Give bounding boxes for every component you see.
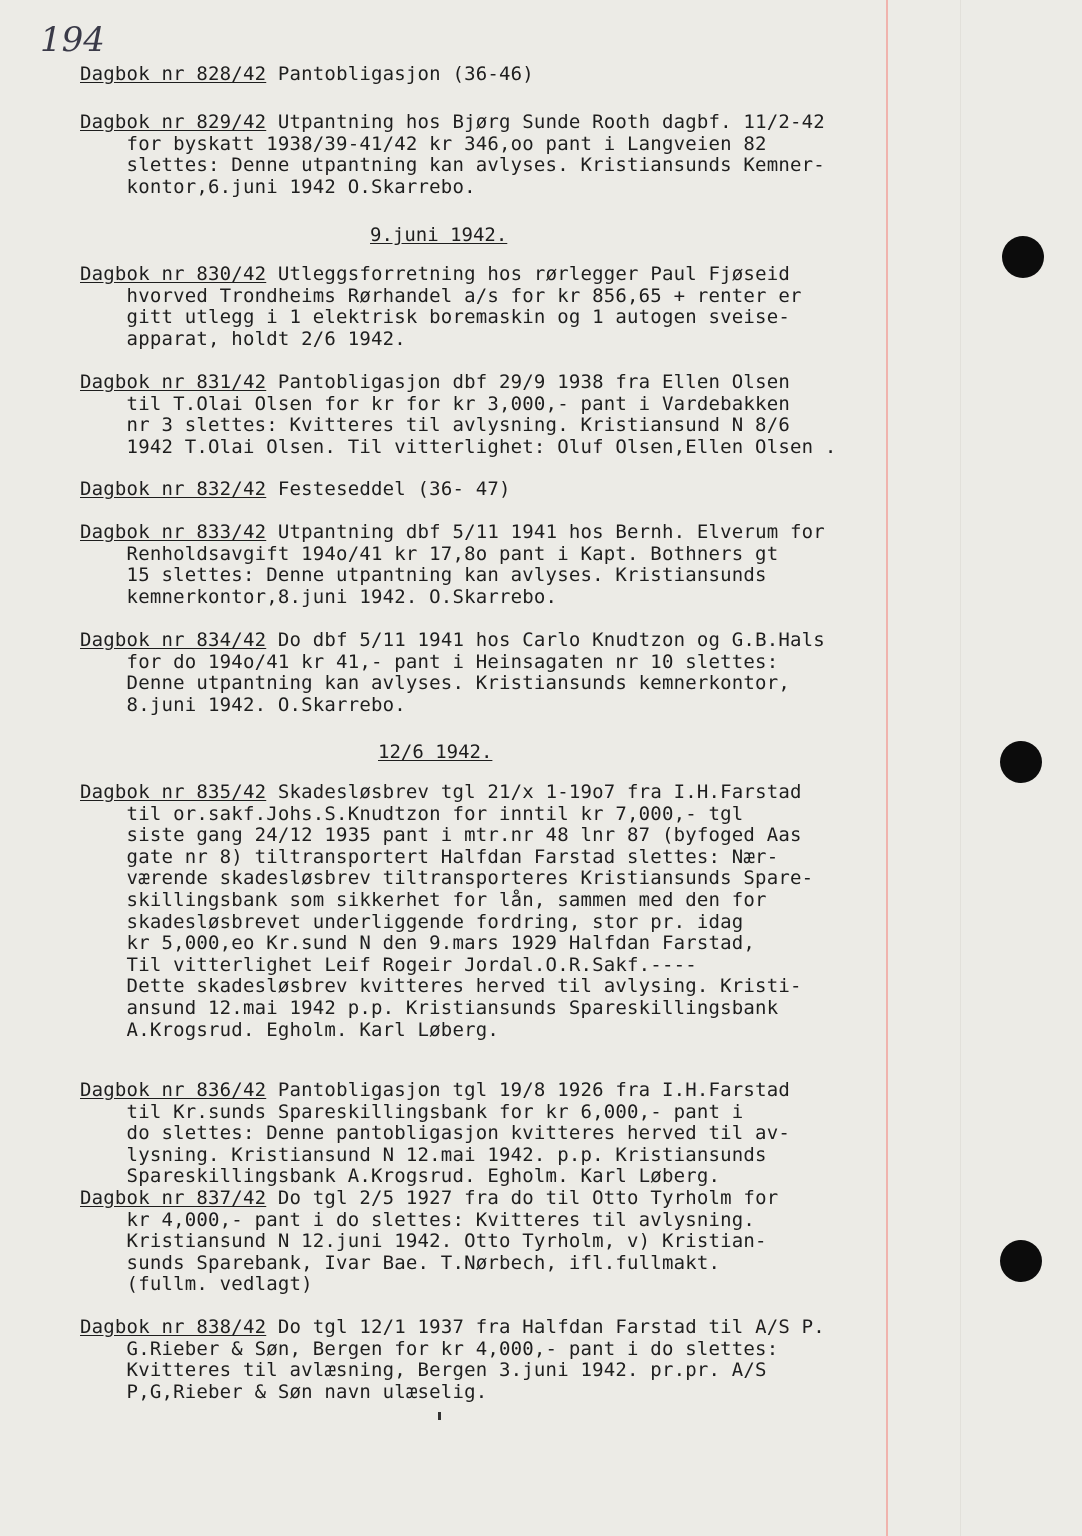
entry-reference: Dagbok nr 830/42 — [80, 263, 267, 285]
entry-line: Pantobligasjon tgl 19/8 1926 fra I.H.Farstad — [266, 1079, 790, 1101]
date-heading-june-9: 9.juni 1942. — [370, 224, 508, 246]
entry-line: Dette skadesløsbrev kvitteres herved til avlysing. Kristi- — [80, 975, 802, 998]
entry-line: til T.Olai Olsen for kr for kr 3,000,- pant i Vardebakken — [80, 392, 790, 415]
entry-line: værende skadesløsbrev tiltransporteres Kristiansunds Spare- — [80, 867, 814, 890]
entry-reference: Dagbok nr 828/42 — [80, 63, 267, 85]
entry-line: 15 slettes: Denne utpantning kan avlyses. Kristiansunds — [80, 564, 767, 587]
entry-line: Utpantning hos Bjørg Sunde Rooth dagbf. 11/2-42 — [266, 111, 825, 133]
entry-line: kr 5,000,eo Kr.sund N den 9.mars 1929 Halfdan Farstad, — [80, 932, 756, 955]
entry-line: Denne utpantning kan avlyses. Kristiansunds kemnerkontor, — [80, 672, 790, 695]
ledger-entry-836 — [80, 1080, 790, 1188]
ledger-entry-837 — [80, 1188, 778, 1296]
entry-line: Pantobligasjon (36-46) — [266, 63, 534, 85]
red-margin-line — [886, 0, 888, 1536]
entry-reference: Dagbok nr 831/42 — [80, 371, 267, 393]
entry-reference: Dagbok nr 836/42 — [80, 1079, 267, 1101]
entry-line: gate nr 8) tiltransportert Halfdan Farstad slettes: Nær- — [80, 845, 779, 868]
binder-hole-middle — [1000, 741, 1042, 783]
entry-line: apparat, holdt 2/6 1942. — [80, 327, 406, 350]
ledger-entry-830 — [80, 264, 802, 350]
entry-line: Spareskillingsbank A.Krogsrud. Egholm. Karl Løberg. — [80, 1165, 721, 1188]
entry-line: Festeseddel (36- 47) — [266, 478, 511, 500]
entry-line: Do tgl 2/5 1927 fra do til Otto Tyrholm for — [266, 1187, 779, 1209]
entry-line: hvorved Trondheims Rørhandel a/s for kr 856,65 + renter er — [80, 284, 802, 307]
binder-hole-bottom — [1000, 1240, 1042, 1282]
entry-line: skadesløsbrevet underliggende fordring, stor pr. idag — [80, 910, 744, 933]
ledger-entry-831 — [80, 372, 837, 458]
entry-line: for do 194o/41 kr 41,- pant i Heinsagaten nr 10 slettes: — [80, 650, 779, 673]
entry-reference: Dagbok nr 835/42 — [80, 781, 267, 803]
entry-line: nr 3 slettes: Kvitteres til avlysning. Kristiansund N 8/6 — [80, 414, 790, 437]
entry-line: kontor,6.juni 1942 O.Skarrebo. — [80, 175, 476, 198]
entry-line: for byskatt 1938/39-41/42 kr 346,oo pant i Langveien 82 — [80, 132, 767, 155]
entry-line: G.Rieber & Søn, Bergen for kr 4,000,- pant i do slettes: — [80, 1337, 779, 1360]
entry-reference: Dagbok nr 832/42 — [80, 478, 267, 500]
entry-line: P,G,Rieber & Søn navn ulæselig. — [80, 1380, 488, 1403]
ledger-entry-835 — [80, 782, 813, 1041]
entry-line: skillingsbank som sikkerhet for lån, sammen med den for — [80, 888, 767, 911]
entry-line: sunds Sparebank, Ivar Bae. T.Nørbech, ifl.fullmakt. — [80, 1251, 721, 1274]
entry-line: (fullm. vedlagt) — [80, 1273, 313, 1296]
entry-line: A.Krogsrud. Egholm. Karl Løberg. — [80, 1018, 500, 1041]
ledger-entry-829 — [80, 112, 825, 198]
entry-line: siste gang 24/12 1935 pant i mtr.nr 48 lnr 87 (byfoged Aas — [80, 824, 802, 847]
entry-reference: Dagbok nr 829/42 — [80, 111, 267, 133]
entry-line: Pantobligasjon dbf 29/9 1938 fra Ellen Olsen — [266, 371, 790, 393]
ledger-entry-834 — [80, 630, 825, 716]
entry-line: lysning. Kristiansund N 12.mai 1942. p.p. Kristiansunds — [80, 1143, 767, 1166]
ledger-entry-833 — [80, 522, 825, 608]
entry-line: 8.juni 1942. O.Skarrebo. — [80, 693, 406, 716]
entry-line: kemnerkontor,8.juni 1942. O.Skarrebo. — [80, 585, 558, 608]
entry-line: Utleggsforretning hos rørlegger Paul Fjøseid — [266, 263, 790, 285]
entry-line: gitt utlegg i 1 elektrisk boremaskin og 1 autogen sveise- — [80, 306, 790, 329]
entry-line: Kristiansund N 12.juni 1942. Otto Tyrholm, v) Kristian- — [80, 1230, 767, 1253]
ledger-entry-828 — [80, 64, 534, 86]
entry-line: til or.sakf.Johs.S.Knudtzon for inntil kr 7,000,- tgl — [80, 802, 744, 825]
entry-line: Do tgl 12/1 1937 fra Halfdan Farstad til A/S P. — [266, 1316, 825, 1338]
ledger-entry-832 — [80, 479, 511, 501]
entry-reference: Dagbok nr 837/42 — [80, 1187, 267, 1209]
entry-reference: Dagbok nr 838/42 — [80, 1316, 267, 1338]
handwritten-page-number: 194 — [40, 20, 105, 60]
entry-line: 1942 T.Olai Olsen. Til vitterlighet: Oluf Olsen,Ellen Olsen . — [80, 435, 837, 458]
entry-line: Do dbf 5/11 1941 hos Carlo Knudtzon og G.B.Hals — [266, 629, 825, 651]
entry-reference: Dagbok nr 834/42 — [80, 629, 267, 651]
date-heading-june-12: 12/6 1942. — [378, 741, 493, 763]
entry-line: Renholdsavgift 194o/41 kr 17,8o pant i Kapt. Bothners gt — [80, 542, 779, 565]
ledger-entry-838 — [80, 1317, 825, 1403]
entry-line: kr 4,000,- pant i do slettes: Kvitteres til avlysning. — [80, 1208, 756, 1231]
entry-line: do slettes: Denne pantobligasjon kvitteres herved til av- — [80, 1122, 790, 1145]
entry-line: Skadesløsbrev tgl 21/x 1-19o7 fra I.H.Farstad — [266, 781, 802, 803]
entry-line: Til vitterlighet Leif Rogeir Jordal.O.R.Sakf.---- — [80, 953, 697, 976]
ink-mark — [438, 1412, 441, 1420]
entry-line: slettes: Denne utpantning kan avlyses. Kristiansunds Kemner- — [80, 154, 825, 177]
entry-line: ansund 12.mai 1942 p.p. Kristiansunds Spareskillingsbank — [80, 996, 779, 1019]
entry-line: til Kr.sunds Spareskillingsbank for kr 6,000,- pant i — [80, 1100, 744, 1123]
entry-line: Utpantning dbf 5/11 1941 hos Bernh. Elverum for — [266, 521, 825, 543]
entry-reference: Dagbok nr 833/42 — [80, 521, 267, 543]
page-fold-line — [960, 0, 961, 1536]
entry-line: Kvitteres til avlæsning, Bergen 3.juni 1942. pr.pr. A/S — [80, 1359, 767, 1382]
binder-hole-top — [1002, 236, 1044, 278]
